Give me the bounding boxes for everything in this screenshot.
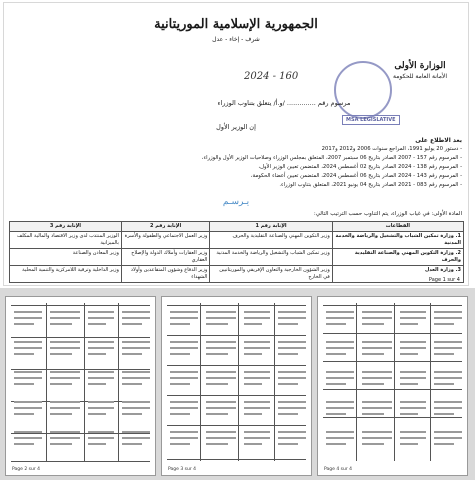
thumbnail-text-line [326,347,354,349]
thumbnail-text-line [50,311,80,313]
thumbnail-text-line [362,317,392,319]
thumbnail-text-line [122,311,150,313]
thumbnail-text-line [88,401,114,403]
table-line [200,303,201,461]
thumbnail-text-line [206,317,236,319]
thumbnail-text-line [206,353,228,355]
thumbnail-text-line [170,377,198,379]
thumbnail-text-line [244,347,270,349]
table-line [323,417,462,418]
thumbnail-text-line [326,377,354,379]
thumbnail-text-line [122,431,150,433]
republic-motto: شرف - إخاء - عدل [212,36,260,43]
thumbnail-text-line [206,413,228,415]
thumbnail-text-line [278,353,298,355]
thumbnail-text-line [434,347,462,349]
reference-item: - المرسوم رقم 138 - 2024 الصادر بتاريخ 02 أغسطس 2024، المتضمن تعيين الوزير الأول، [258,164,462,170]
thumbnail-text-line [206,401,236,403]
thumbnail-text-line [170,353,190,355]
thumbnail-text-line [326,317,354,319]
ministry-sub: الأمانة العامة للحكومة [392,73,447,80]
thumbnail-text-line [362,371,392,373]
thumbnail-text-line [326,383,346,385]
table-cell: وزير الداخلية وترقية اللامركزية والتنمية المحلية [10,266,122,283]
thumbnail-text-line [88,347,114,349]
thumbnail-text-line [14,377,42,379]
thumbnail-text-line [434,323,454,325]
thumbnail-text-line [400,353,418,355]
table-line [167,305,306,306]
thumbnail-text-line [362,437,392,439]
table-line [430,303,431,461]
thumbnail-text-line [362,377,392,379]
thumbnail-text-line [50,413,72,415]
thumbnail-text-line [278,401,306,403]
thumbnail-text-line [170,341,198,343]
thumbnail-text-line [434,353,454,355]
thumbnail-text-line [88,383,106,385]
thumbnail-text-line [50,401,80,403]
thumbnail-text-line [170,371,198,373]
thumbnail-text-line [362,353,384,355]
thumbnail-text-line [88,341,114,343]
thumbnail-text-line [326,437,354,439]
thumbnail-text-line [434,371,462,373]
references-list [162,145,462,190]
thumbnail-text-line [278,347,306,349]
thumbnail-text-line [278,371,306,373]
thumbnail-text-line [434,407,462,409]
thumbnail-text-line [170,383,190,385]
thumbnail-text-line [14,371,42,373]
table-line [238,303,239,461]
table-cell: وزير المعادن والصناعة [10,249,122,266]
thumbnail-text-line [362,347,392,349]
thumbnail-text-line [88,371,114,373]
thumbnail-text-line [170,413,190,415]
thumbnail-text-line [400,431,426,433]
thumbnail-text-line [206,383,228,385]
thumbnail-text-line [434,413,454,415]
thumbnail-text-line [122,377,150,379]
thumbnail-text-line [50,341,80,343]
page-number: Page 1 sur 4 [428,277,460,283]
thumbnail-text-line [50,377,80,379]
thumbnail-text-line [278,431,306,433]
table-line [84,303,85,461]
thumbnail-text-line [400,341,426,343]
thumbnail-text-line [14,401,42,403]
table-header: القطاعات [332,222,463,232]
thumbnail-text-line [88,413,106,415]
thumbnail-text-line [400,413,418,415]
thumbnail-text-line [362,383,384,385]
thumbnail-text-line [122,401,150,403]
thumbnail-text-line [434,443,454,445]
table-line [46,303,47,461]
thumbnail-text-line [122,437,150,439]
thumbnail-text-line [362,413,384,415]
thumbnail-text-line [326,341,354,343]
page-thumbnail-4[interactable] [317,296,468,476]
official-stamp-icon [334,61,392,119]
table-line [11,369,150,370]
thumbnail-text-line [170,437,198,439]
thumbnail-text-line [50,383,72,385]
thumbnail-text-line [278,377,306,379]
thumbnail-text-line [326,407,354,409]
reference-item: - المرسوم رقم 083 - 2021 الصادر بتاريخ 04 يونيو 2021، المتعلق بتناوب الوزراء. [279,182,462,188]
table-cell: وزير الدفاع وشؤون المتقاعدين وأولاد الشهداء [121,266,209,283]
thumbnail-text-line [244,341,270,343]
thumbnail-text-line [244,401,270,403]
table-cell: وزير الشؤون الخارجية والتعاون الإفريقي والموريتانيين في الخارج [210,266,332,283]
interim-table [9,221,464,283]
thumbnail-text-line [400,383,418,385]
thumbnail-text-line [400,443,418,445]
thumbnail-text-line [362,431,392,433]
thumbnail-text-line [206,407,236,409]
thumbnail-text-line [400,311,426,313]
table-line [167,395,306,396]
thumbnail-text-line [400,401,426,403]
thumbnail-text-line [326,443,346,445]
thumbnail-text-line [206,311,236,313]
thumbnail-text-line [50,437,80,439]
table-line [323,361,462,362]
thumbnail-text-line [88,317,114,319]
thumbnail-text-line [50,317,80,319]
thumbnail-text-line [244,371,270,373]
thumbnail-text-line [326,353,346,355]
thumbnail-text-line [206,347,236,349]
thumbnail-text-line [362,323,384,325]
table-line [11,305,150,306]
thumbnail-text-line [170,431,198,433]
thumbnail-text-line [400,317,426,319]
thumbnail-text-line [278,443,298,445]
table-cell: وزير تمكين الشباب والتشغيل والرياضة والخدمة المدنية [210,249,332,266]
table-cell: وزير العمل الاجتماعي والطفولة والأسرة [121,232,209,249]
table-header: الإنابة رقم 2 [121,222,209,232]
thumbnail-text-line [14,323,34,325]
thumbnail-text-line [122,317,150,319]
decides-heading: يـرسـم [222,197,250,207]
thumbnail-text-line [170,443,190,445]
thumbnail-text-line [88,353,106,355]
thumbnail-text-line [244,377,270,379]
thumbnail-text-line [206,431,236,433]
thumbnail-text-line [434,431,462,433]
thumbnail-text-line [14,431,42,433]
thumbnail-text-line [278,437,306,439]
thumbnail-text-line [14,383,34,385]
reference-item: - دستور 20 يوليو 1991، المراجع سنوات 2006 و2012 و2017 [321,146,462,152]
thumbnail-text-line [434,401,462,403]
table-cell: وزير التكوين المهني والصناعة التقليدية والحرف [210,232,332,249]
thumbnail-text-line [50,371,80,373]
thumbnail-text-line [88,311,114,313]
thumbnail-text-line [326,401,354,403]
thumbnail-text-line [14,317,42,319]
stamp-label: MSA LEGISLATIVE [342,115,400,125]
thumbnail-text-line [244,437,270,439]
thumbnail-text-line [244,431,270,433]
thumbnail-text-line [170,311,198,313]
thumbnail-text-line [400,377,426,379]
thumbnail-text-line [122,353,142,355]
thumbnail-text-line [206,443,228,445]
thumbnail-text-line [122,371,150,373]
table-line [11,433,150,434]
thumbnail-text-line [244,317,270,319]
thumbnail-text-line [122,383,142,385]
thumbnail-text-line [362,341,392,343]
ministry-heading [380,61,460,80]
thumbnail-text-line [206,371,236,373]
thumbnail-text-line [170,407,198,409]
thumbnail-text-line [206,323,228,325]
thumbnail-page-number: Page 4 sur 4 [324,467,352,472]
thumbnail-text-line [434,341,462,343]
table-line [167,365,306,366]
thumbnail-text-line [14,353,34,355]
thumbnail-page-number: Page 2 sur 4 [12,467,40,472]
thumbnail-text-line [206,377,236,379]
thumbnail-text-line [244,323,262,325]
thumbnail-text-line [244,311,270,313]
thumbnail-text-line [170,401,198,403]
thumbnail-text-line [362,407,392,409]
thumbnail-text-line [434,317,462,319]
table-cell: الوزير المنتدب لدى وزير الاقتصاد والمالية المكلف بالميزانية [10,232,122,249]
thumbnail-text-line [50,353,72,355]
handwritten-number: 2024 - 160 [244,71,299,82]
thumbnail-text-line [50,347,80,349]
basis-heading: بعد الاطلاع على [415,137,462,144]
reference-item: - المرسوم رقم 143 - 2024 الصادر بتاريخ 06 أغسطس 2024، المتضمن تعيين أعضاء الحكومة، [250,173,462,179]
thumbnail-text-line [244,413,262,415]
thumbnail-text-line [170,347,198,349]
table-row [10,232,464,249]
thumbnail-text-line [50,431,80,433]
thumbnail-text-line [400,437,426,439]
thumbnail-text-line [206,341,236,343]
thumbnail-text-line [326,323,346,325]
thumbnail-text-line [122,323,142,325]
thumbnail-text-line [278,311,306,313]
document-page-1 [3,2,469,286]
thumbnail-text-line [400,323,418,325]
thumbnail-text-line [400,407,426,409]
thumbnail-text-line [88,407,114,409]
thumbnail-text-line [14,413,34,415]
article-1: المادة الأولى: في غياب الوزراء، يتم التناوب حسب الترتيب التالي: [313,211,462,217]
ministry-name: الوزارة الأولى [394,61,446,71]
table-line [11,461,150,462]
thumbnail-text-line [244,407,270,409]
thumbnail-text-line [244,383,262,385]
thumbnail-text-line [434,437,462,439]
thumbnail-text-line [170,317,198,319]
thumbnail-text-line [122,413,142,415]
thumbnail-text-line [278,413,298,415]
thumbnail-text-line [122,407,150,409]
thumbnail-text-line [88,437,114,439]
table-cell: 1. وزارة تمكين الشباب والتشغيل والرياضة والخدمة المدنية [332,232,463,249]
thumbnail-text-line [122,341,150,343]
table-line [167,425,306,426]
table-header: الإنابة رقم 1 [210,222,332,232]
thumbnail-text-line [88,431,114,433]
table-cell: 2. وزارة التكوين المهني والصناعة التقليدية والحرف [332,249,463,266]
thumbnail-text-line [278,341,306,343]
thumbnail-text-line [88,323,106,325]
thumbnail-text-line [88,443,106,445]
thumbnail-text-line [122,443,142,445]
thumbnail-text-line [88,377,114,379]
table-line [323,389,462,390]
table-row [10,266,464,283]
thumbnail-text-line [326,413,346,415]
thumbnail-text-line [400,371,426,373]
table-header: الإنابة رقم 3 [10,222,122,232]
thumbnail-text-line [170,323,190,325]
table-line [323,305,462,306]
thumbnail-text-line [14,443,34,445]
thumbnail-text-line [50,443,72,445]
thumbnail-text-line [278,323,298,325]
thumbnail-text-line [400,347,426,349]
thumbnail-text-line [244,443,262,445]
table-line [274,303,275,461]
thumbnail-text-line [206,437,236,439]
table-line [167,335,306,336]
thumbnail-text-line [326,431,354,433]
thumbnail-text-line [278,317,306,319]
thumbnail-text-line [244,353,262,355]
table-cell: وزير العقارات وأملاك الدولة والإصلاح العقاري [121,249,209,266]
thumbnail-text-line [434,383,454,385]
thumbnail-text-line [14,311,42,313]
thumbnail-text-line [326,311,354,313]
decree-title: مرسوم رقم .............. /و.أ/ يتعلق بتناوب الوزراء [217,99,351,107]
thumbnail-text-line [278,383,298,385]
thumbnail-text-line [122,347,150,349]
table-row [10,249,464,266]
table-cell: 3. وزارة العدل [332,266,463,283]
page-thumbnail-3[interactable] [161,296,312,476]
thumbnail-text-line [362,443,384,445]
table-line [118,303,119,461]
table-line [167,459,306,460]
table-line [11,337,150,338]
thumbnail-text-line [434,311,462,313]
table-line [394,303,395,461]
thumbnail-text-line [362,311,392,313]
table-line [323,333,462,334]
thumbnail-text-line [14,437,42,439]
table-line [356,303,357,461]
thumbnail-text-line [50,407,80,409]
decree-author: إن الوزير الأول [216,123,256,131]
thumbnail-text-line [278,407,306,409]
thumbnail-text-line [14,347,42,349]
republic-title: الجمهورية الإسلامية الموريتانية [154,17,318,32]
thumbnail-text-line [14,407,42,409]
thumbnail-text-line [326,371,354,373]
page-thumbnail-2[interactable] [5,296,156,476]
thumbnail-text-line [50,323,72,325]
reference-item: - المرسوم رقم 157 - 2007 الصادر بتاريخ 06 سبتمبر 2007، المتعلق بمجلس الوزراء وصلاحيات الوزير الأول والوزراء، [201,155,462,161]
thumbnail-text-line [362,401,392,403]
thumbnail-text-line [434,377,462,379]
thumbnail-text-line [14,341,42,343]
thumbnail-page-number: Page 3 sur 4 [168,467,196,472]
